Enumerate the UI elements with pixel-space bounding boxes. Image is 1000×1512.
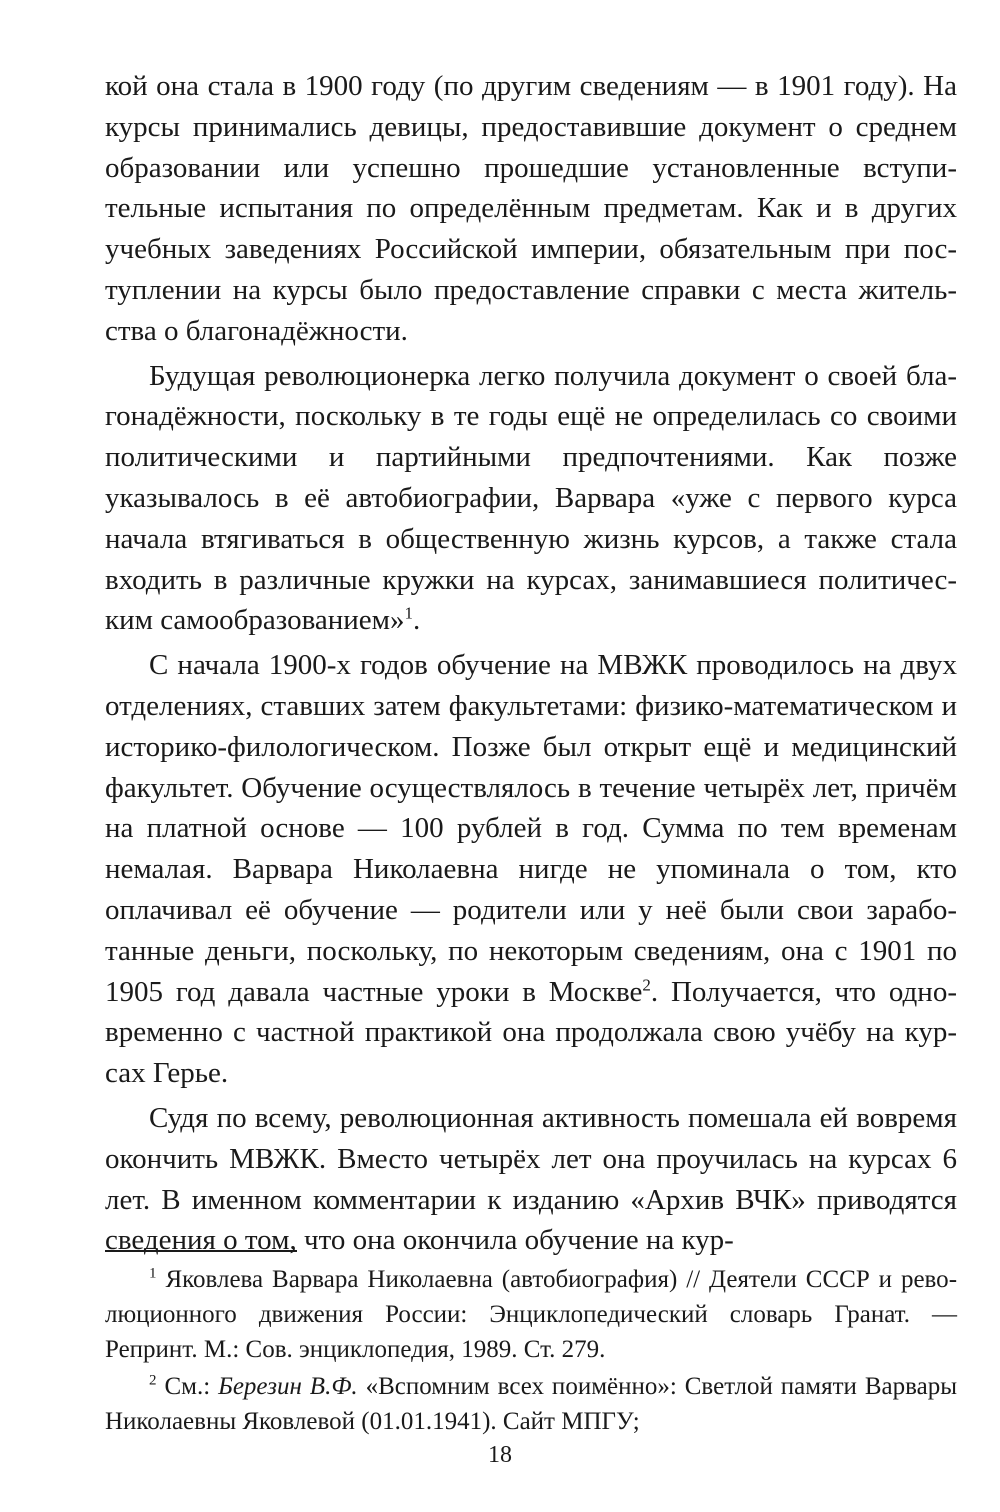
footnote-separator	[105, 1250, 297, 1252]
paragraph-3	[105, 645, 957, 1094]
paragraph-4	[105, 1098, 957, 1261]
paragraph-3-tail: . Получается, что одновременно с частной практикой она продолжала свою учёбу на курсах Герье.	[105, 975, 957, 1090]
footnote-2-marker: 2	[149, 1372, 157, 1389]
footnote-ref-1[interactable]: 1	[404, 603, 414, 623]
paragraph-2-tail: .	[413, 604, 421, 637]
paragraph-1-text: кой она стала в 1900 году (по другим сведениям — в 1901 году). На курсы принимались девицы, предоставившие документ о среднем образовании или успешно прошедшие установленные вступительные испытания по определённым предметам. Как и в других учебных заведениях Российской империи, обязательным при поступлении на курсы было предоставление справки с места жительства о благонадёжности.	[105, 70, 957, 347]
main-text	[105, 66, 957, 1261]
footnote-1-text: Яковлева Варвара Николаевна (автобиография) // Деятели СССР и революционного движения России: Энциклопедический словарь Гранат. — Репринт. М.: Сов. энциклопедия, 1989. Ст. 279.	[105, 1266, 958, 1363]
footnote-2-author: Березин В.Ф.	[218, 1373, 358, 1400]
paragraph-2	[105, 356, 957, 642]
page-number: 18	[488, 1442, 512, 1468]
footnote-2	[105, 1369, 957, 1439]
paragraph-2-text: Будущая революционерка легко получила документ о своей благонадёжности, поскольку в те годы ещё не определилась со своими политическими и партийными предпочтениями. Как позже указывалось в её автобиографии, Варвара «уже с первого курса начала втягиваться в общественную жизнь курсов, а также стала входить в различные кружки на курсах, занимавшиеся политическим самообразованием»	[105, 359, 957, 637]
footnote-1-marker: 1	[149, 1265, 157, 1282]
footnote-2-text: «Вспомним всех поимённо»: Светлой памяти Варвары Николаевны Яковлевой (01.01.1941). Сайт МПГУ;	[105, 1373, 957, 1435]
paragraph-1	[105, 66, 957, 352]
paragraph-4-text: Судя по всему, революционная активность помешала ей вовремя окончить МВЖК. Вместо четырёх лет она проучилась на курсах 6 лет. В именном комментарии к изданию «Архив ВЧК» приводятся сведения о том, что она окончила обучение на кур-	[105, 1101, 957, 1257]
footnote-2-lead: См.:	[164, 1373, 219, 1400]
footnote-1	[105, 1262, 957, 1367]
footnotes	[105, 1262, 957, 1439]
paragraph-3-text: С начала 1900-х годов обучение на МВЖК проводилось на двух отделениях, ставших затем факультетами: физико-математическом и историко-филологическом. Позже был открыт ещё и медицинский факультет. Обучение осуществлялось в течение четырёх лет, причём на платной основе — 100 рублей в год. Сумма по тем временам немалая. Варвара Николаевна нигде не упоминала о том, кто оплачивал её обучение — родители или у неё были свои заработанные деньги, поскольку, по некоторым сведениям, она с 1901 по 1905 год давала частные уроки в Москве	[105, 649, 957, 1008]
footnote-ref-2[interactable]: 2	[642, 974, 651, 994]
